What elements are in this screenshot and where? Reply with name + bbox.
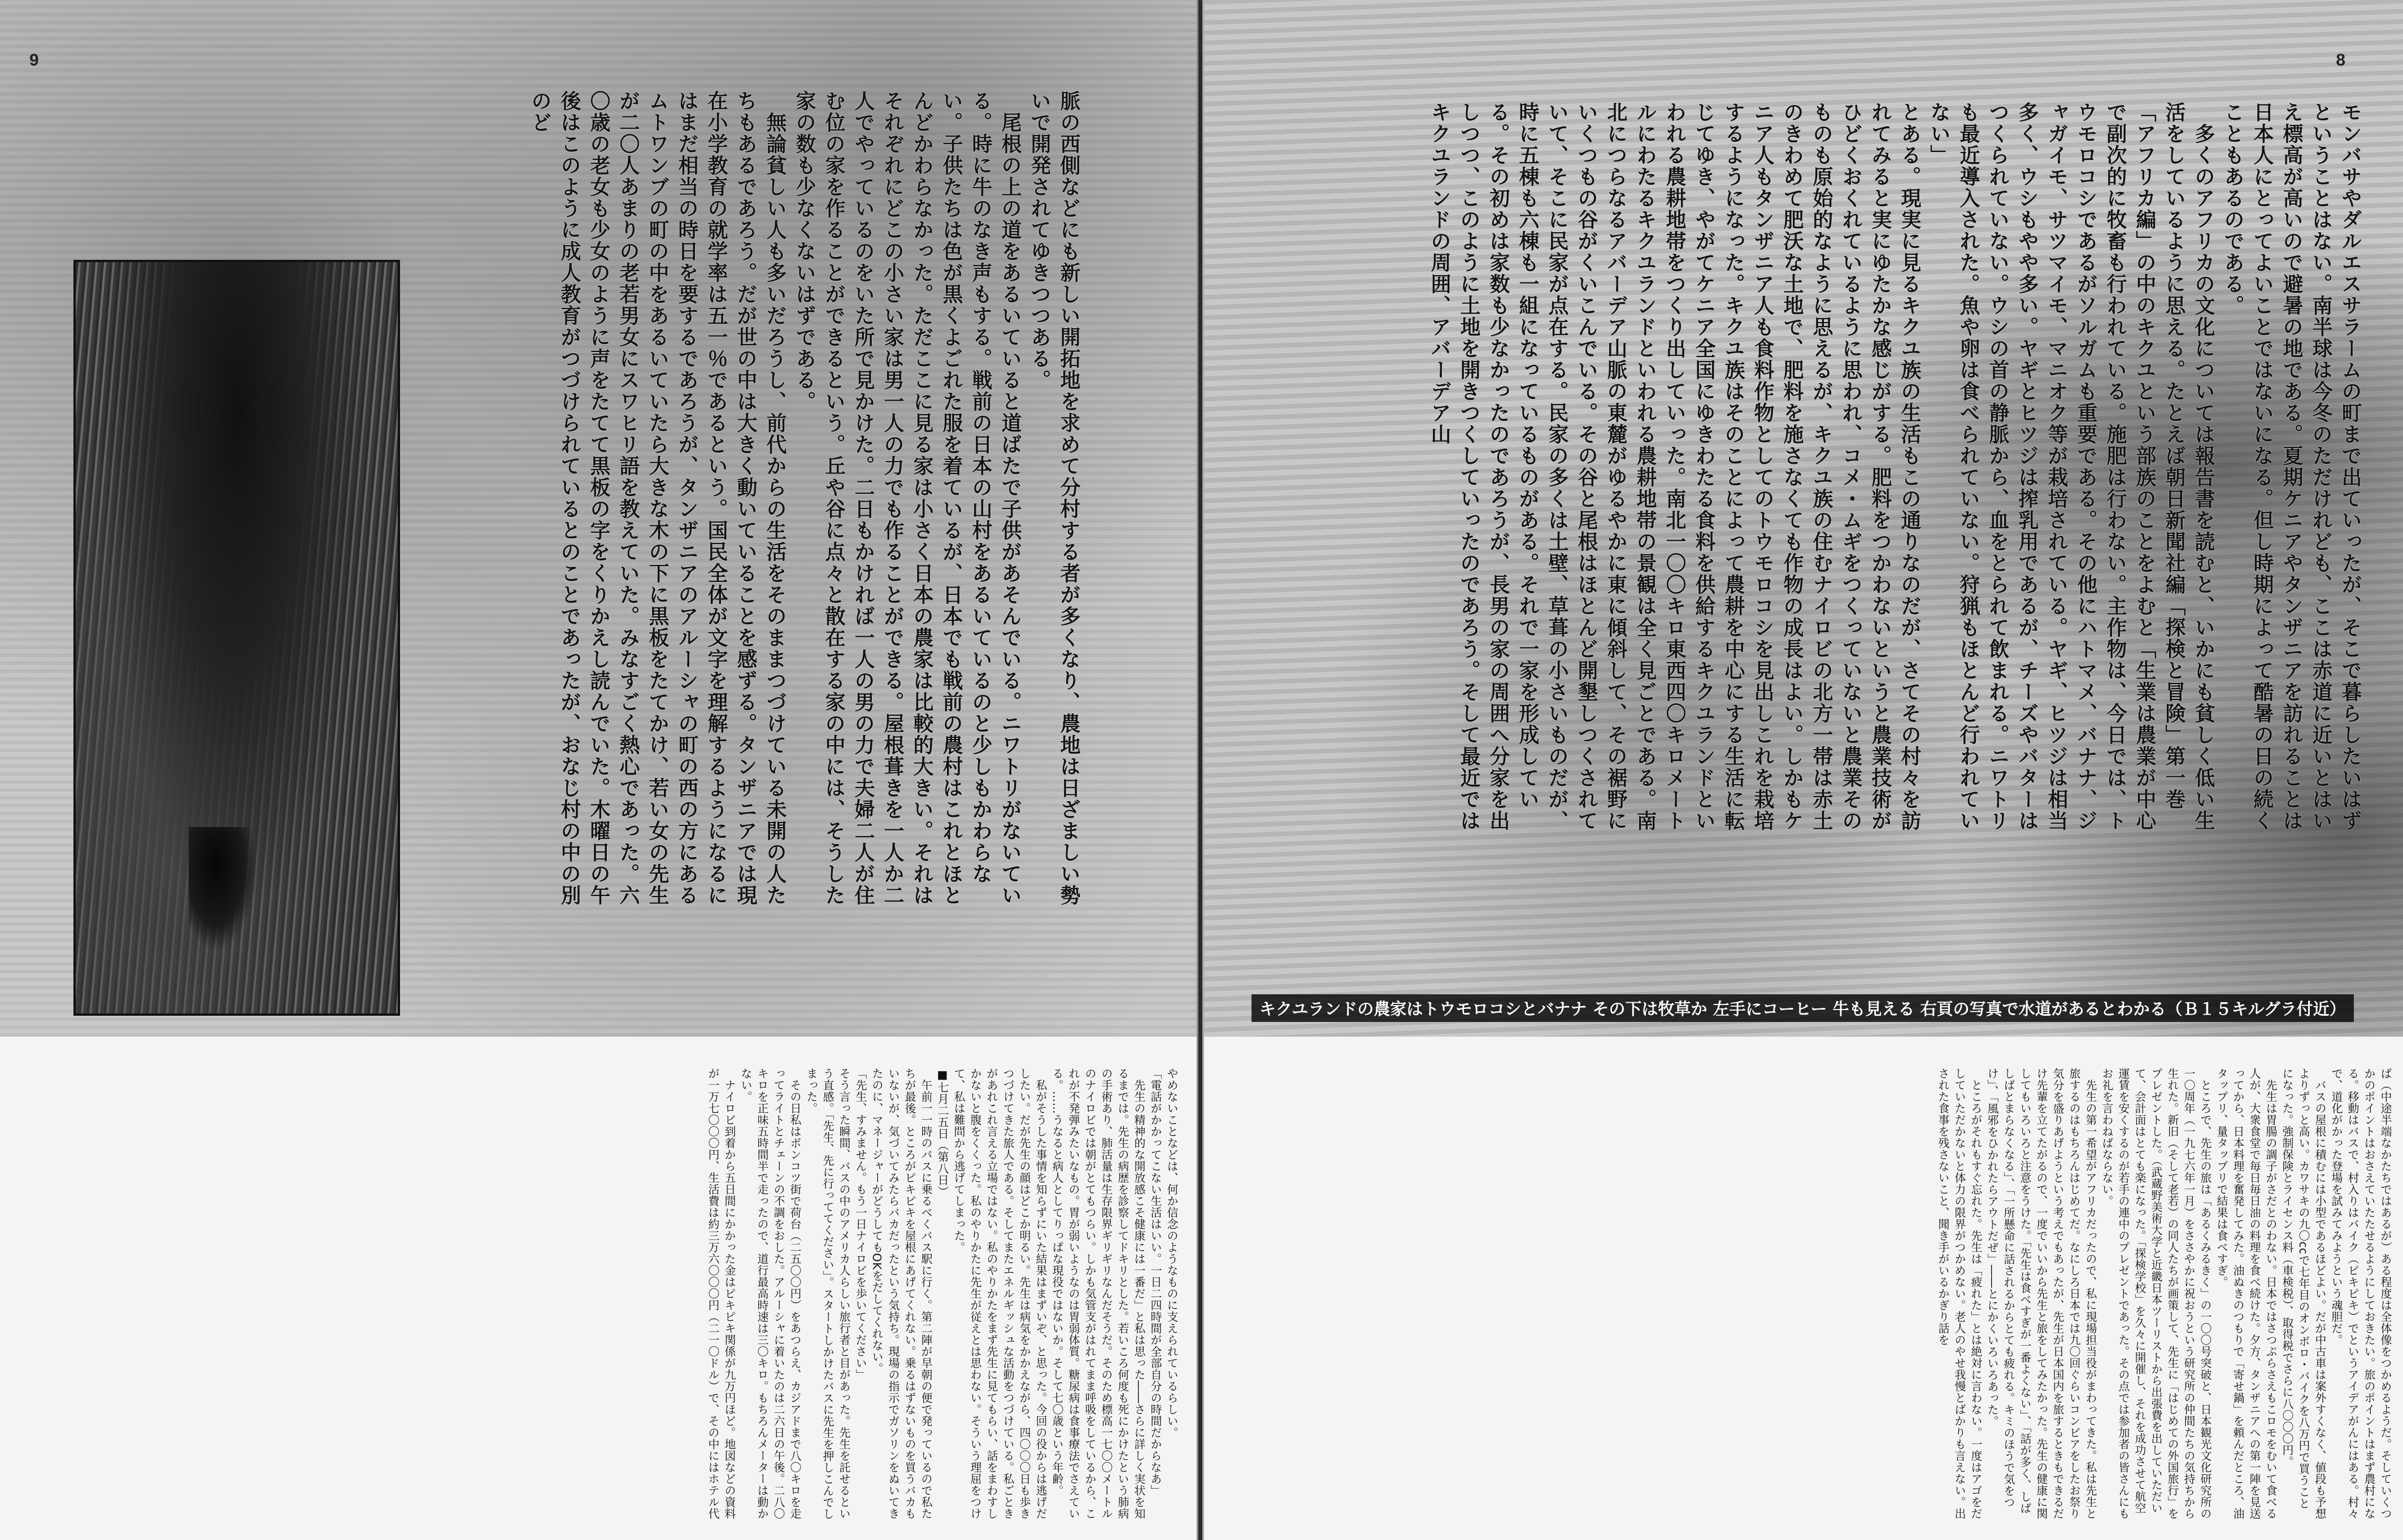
left-photo-body-text: 脈の西側などにも新しい開拓地を求めて分村する者が多くなり、農地は日ざましい勢いで開発されてゆきつつある。 尾根の上の道をあるいていると道ばたで子供があそんでいる。ニワトリがないている。時に牛のなき声もする。戦前の日本の山村をあるいているのと少しもかわらない。子供たちは色が黒くよごれた服を着ているが、日本でも戦前の農村はこれとほとんどかわらなかった。ただここに見る家は小さく日本の農家は比較的大きい。それはそれぞれにどこの小さい家は男一人の力でも作ることができる。屋根葺きを一人か二人でやっているのをいた所で見かけた。二日もかければ一人の男の力で夫婦二人が住む位の家を作ることができるという。丘や谷に点々と散在する家の中には、そうした家の数も少なくないはずである。 無論貧しい人も多いだろうし、前代からの生活をそのままつづけている未開の人たちもあるであろう。だが世の中は大きく動いていることを感ずる。タンザニアでは現在小学教育の就学率は五一％であるという。国民全体が文字を理解するようになるにはまだ相当の時日を要するであろうが、タンザニアのアルーシャの町の西の方にあるムトワンブの町の中をあるいていたら大きな木の下に黒板をたてかけ、若い女の先生が二〇人あまりの老若男女にスワヒリ語を教えていた。みなすごく熱心であった。六〇歳の老女も少女のように声をたてて黒板の字をくりかえし読んでいた。木曜日の午後はこのように成人教育がつづけられているとのことであったが、おなじ村の中の別のど [528,90,1081,906]
page-number-right: 8 [2336,51,2345,69]
farmer-figure [189,827,257,951]
left-lower-body-text: やめないことなどは、何か信念のようなものに支えられているらしい。 「電話がかかってこない生活はいい。一日二四時間が全部自分の時間だからなあ」 先生の精神的な開放感こそ健康には一番だ」と私は思った――さらに詳しく実状を知るまでは。先生の病歴を診察してドキリとした。若いころ何度も死にかけたという肺病の手術あり、肺活量は生存限界ギリギリなんだそうだ。そのため標高一七〇〇メートルのナイロビでは朝がとてもつらい。しかも気管支がはれてまま呼吸をしているから、これが不発弾みたいなもの。胃が弱いようなのは胃弱体質。糖尿病は食事療法でさえている。……うなると病人としてりっぱな現役ではないか。そして七〇歳という年齢。 私がそうした事情を知らずにいた結果はまずいぞ、と思った。今回の役からは逃げだしたい。だが先生の顔はどこか明るい。先生は病気をかかえながら、四〇〇〇日も歩きつづけてきた旅人である。そしてまたエネルギッシュな活動をつづけている。私ごときがあれこれ言える立場ではない。私のやりかたをまず先生に見てもらい、話をまわすしかないと腹をくくった。私のやりかたに先生が従えとは思わない。そういう理屈をつけて、私は難問から逃げてしまった。 ■七月二五日（第八日） 午前一一時のバスに乗るべくバス駅に行く。第二陣が早朝の便で発っているので私たちが最後。ところがピキピキを屋根にあげてくれない。乗るはずないものを買うバカもいないが、気づいてみたらバカだったという気持ち。現場の指示でガソリンをぬいてきたのに、マネージャーがどうしてもOKをだしてくれない。 「先生、すみません。もう一日ナイロビを歩いてください」 そう言った瞬間、バスの中のアメリカ人らしい旅行者と目があった。先生を託せるという直感。「先生、先に行っててください」。スタートしかけたバスに先生を押しこんでしまった。 その日私はボンコツ街で荷台（二五〇〇円）をあつらえ、カジアドまで八〇キロを走ってライトとチェーンの不調をおした。アルーシャに着いたのは二六日の午後。二八〇キロを正味五時間半で走ったので、道行最高時速は三〇キロ。もちろんメーターは動かない。 ナイロビ到着から五日間にかかった金はピキピキ関係が九万円ほど。地図などの資料が一万七〇〇〇円、生活費は約三万六〇〇〇円（二一〇ドル）で、その中にはホテル代 [706,1068,1179,1520]
right-page [1202,0,2403,1540]
right-photo-body-text: モンバサやダルエスサラームの町まで出ていったが、そこで暮らしたいはずということはない。南半球は今冬のただけれども、ここは赤道に近いとはいえ標高が高いので避暑の地である。夏期ケニアやタンザニアを訪れることは日本人にとってよいことではないになる。但し時期によって酷暑の日の続くこともあるのである。 多くのアフリカの文化については報告書を読むと、いかにも貧しく低い生活をしているように思える。たとえば朝日新聞社編「探検と冒険」第一巻「アフリカ編」の中のキクユという部族のことをよむと「生業は農業が中心で副次的に牧畜も行われている。施肥は行わない。主作物は、今日では、トウモロコシであるがソルガムも重要である。その他にハトマメ、バナナ、ジャガイモ、サツマイモ、マニオク等が栽培されている。ヤギ、ヒツジは相当多く、ウシもやや多い。ヤギとヒツジは搾乳用であるが、チーズやバターはつくられていない。ウシの首の静脈から、血をとられて飲まれる。ニワトリも最近導入された。魚や卵は食べられていない。狩猟もほとんど行われていない」 とある。現実に見るキクユ族の生活もこの通りなのだが、さてその村々を訪れてみると実にゆたかな感じがする。肥料をつかわないというと農業技術がひどくおくれているように思われ、コメ・ムギをつくっていないと農業そのものも原始的なように思えるが、キクユ族の住むナイロビの北方一帯は赤土のきわめて肥沃な土地で、肥料を施さなくても作物の成長はよい。しかもケニア人もタンザニア人も食料作物としてのトウモロコシを見出しこれを栽培するようになった。キクユ族はそのことによって農耕を中心にする生活に転じてゆき、やがてケニア全国にゆきわたる食料を供給するキクユランドといわれる農耕地帯をつくり出していった。南北一〇〇キロ東西四〇キロメートルにわたるキクユランドといわれる農耕地帯の景観は全く見ごとである。南北につらなるアバーデア山脈の東麓がゆるやかに東に傾斜して、その裾野にいくつもの谷がくいこんでいる。その谷と尾根はほとんど開墾しつくされていて、そこに民家が点在する。民家の多くは土壁、草葺の小さいものだが、時に五棟も六棟も一組になっているものがある。それで一家を形成している。その初めは家数も少なかったのであろうが、長男の家の周囲へ分家を出しつつ、このように土地を開きつくしていったのであろう。そして最近ではキクユランドの周囲、アバーデア山 [1428,102,2362,832]
photo-caption: キクユランドの農家はトウモロコシとバナナ その下は牧草か 左手にコーヒー 牛も見える 右頁の写真で水道があるとわかる（Ｂ１５キルグラ付近） [1252,994,2354,1022]
inset-photo-farmer-in-bush [73,260,400,1016]
left-page [0,0,1198,1540]
page-number-left: 9 [29,51,39,69]
right-lower-body-text: ば（中途半端なかたちではあるが）ある程度は全体像をつかめるようだ。そしていくつかのポイントはおさえていたたせるようにしておきたい。旅のポイントはまず農村になる。移動はバスで、村入りはバイク（ピキピキ）でというアイデアがんにはある。村々で、道化がかった登場を試みてみようという魂胆だ。 バスの屋根に積むには小型であるほどよい。だが中古車は案外すくなく、値段も予想よりずっと高い。カワサキの九〇ccで七年目のオンボロ・バイクを八万円で買うことになった。強制保険とライセンス料（車検税）、取得税でさらに八〇〇〇円。 先生は胃腸の調子がさだとのわない。日本ではさつぷらさえもこロモをむいて食べる人が、大衆食堂で毎日毎日油の料理を食べ続けた。夕方、タンザニアへの第一陣を見送ってから、日本料理を奮発してみた。油ぬきのつもりで「寄せ鍋」を頼んだところ、油タップリ、量タップリで結果は食べすぎ。 ところで、先生の旅は「あるくみるきく」の一〇〇号突破と、日本観光文化研究所の一〇周年（一九七六年一月）をささやかに祝おうという研究所の仲間たちの気持ちから生れた。新旧（そして老若）の同人たちが画策して、先生に「はじめての外国旅行」をプレゼントした。（武蔵野美術大学と近畿日本ツーリストから出張費を出していただいて、会計面はとても楽になった。「探検学校」を久々に開催し、それを成功させて航空運賃を安くするのが若手の連中のプレゼントであった。その点では参加者の皆さんにもお礼を言わねばならない。 先生の第一希望がアフリカだったので、私に現場担当役がまわってきた。私は先生と旅するのはもちろんはじめてだ。なにしろ日本では九〇回ぐらいコンビアをしたお祭り気分を盛りあげようという考えでもあったが、先生が日本国内を旅するときもできるだけ先輩を立てたがるので、一度でいいから先生と旅をしてみたかった。先生の健康に関してもいろいろと注意をうけた。「先生は食べすぎが一番よくない」、「話が多く、しばしばとまらなくなる」、「一所懸命に話されるからとても疲れる。キミのほうで気をつけ」、「風邪をひかれたらアウトだぜ」――とにかくいろいろあった。 ところがそれもすぐ忘れた。先生は「疲れた」とは絶対に言わない。一度はアゴをだしていただかないと体力の限界がつかめない。老人のやせ我慢とばかりも言えない。出された食事を残さないこと、聞き手がいるかぎり話を [1936,1068,2392,1520]
